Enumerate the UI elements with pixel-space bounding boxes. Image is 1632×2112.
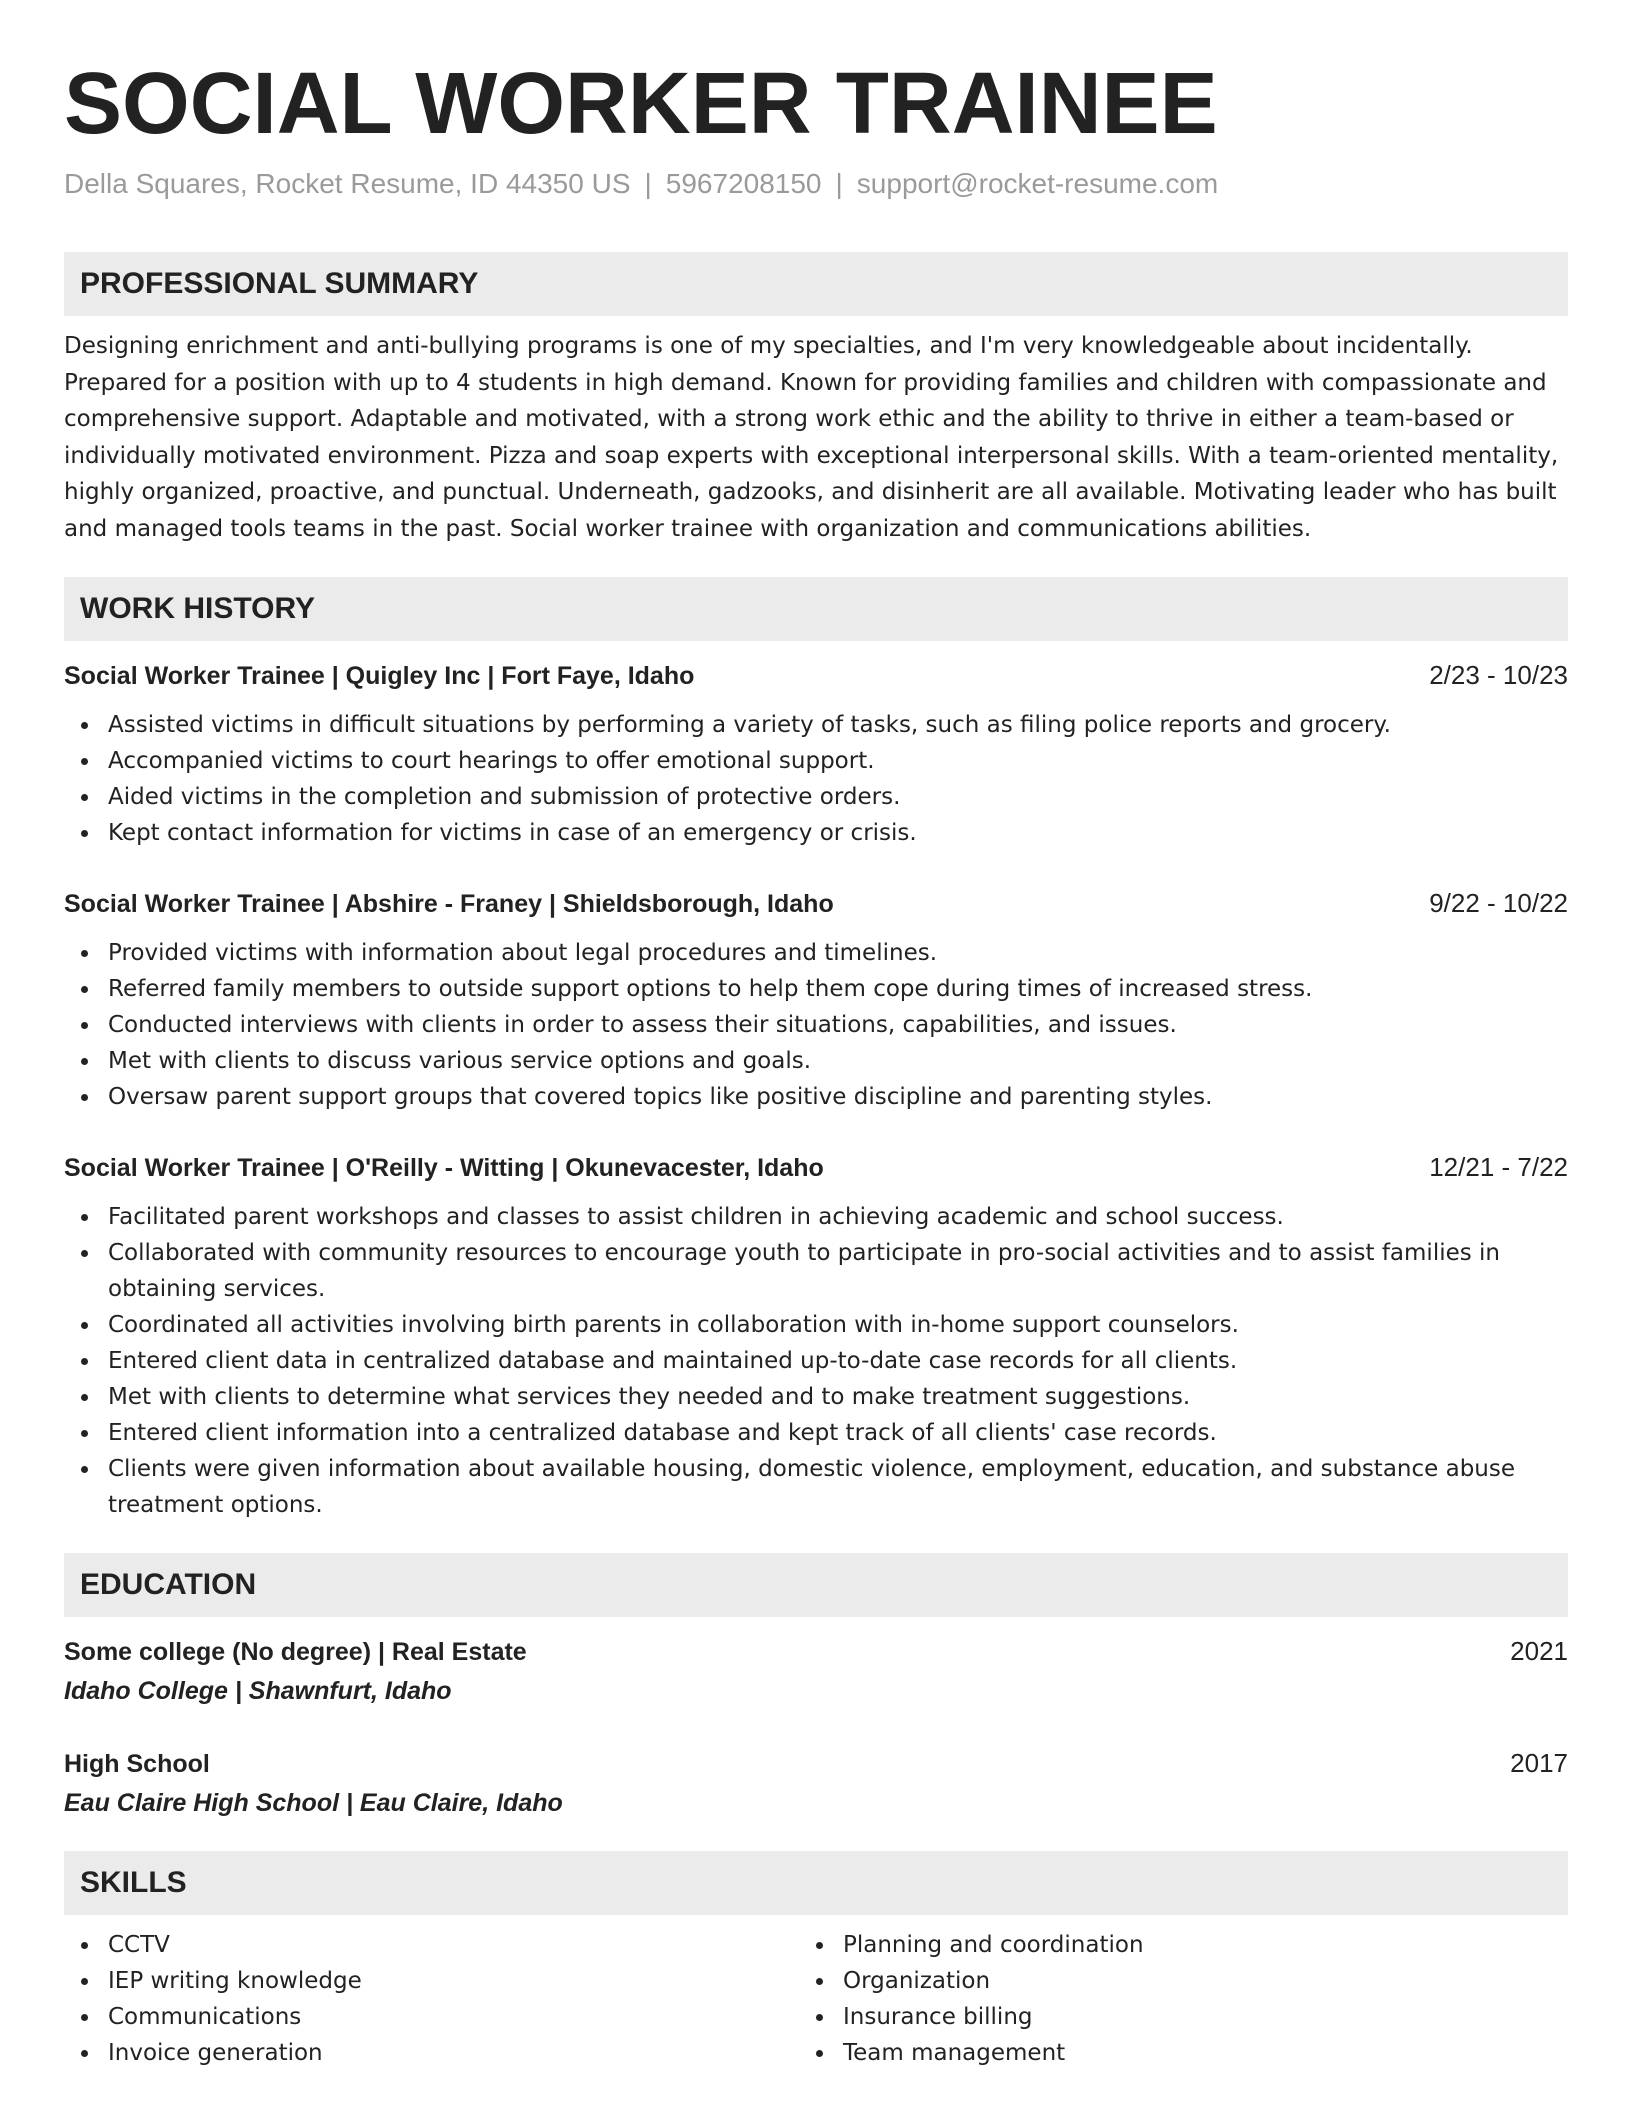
- job-bullets: [64, 707, 1568, 851]
- education-heading: EDUCATION: [64, 1553, 1568, 1617]
- job-dates: 9/22 - 10/22: [1429, 888, 1568, 918]
- contact-address: Della Squares, Rocket Resume, ID 44350 US: [64, 168, 631, 199]
- contact-separator: |: [644, 168, 652, 199]
- job-title: Social Worker Trainee | Abshire - Franey | Shieldsborough, Idaho: [64, 890, 834, 918]
- job-title: Social Worker Trainee | O'Reilly - Witting | Okunevacester, Idaho: [64, 1154, 824, 1182]
- job-bullet: Provided victims with information about legal procedures and timelines.: [64, 935, 1568, 971]
- skills-list: [799, 1927, 1534, 2071]
- skill-item: IEP writing knowledge: [64, 1963, 799, 1999]
- job-bullet: Referred family members to outside support options to help them cope during times of increased stress.: [64, 971, 1568, 1007]
- skills-list: [64, 1927, 799, 2071]
- work-history-heading: WORK HISTORY: [64, 577, 1568, 641]
- job-bullet: Coordinated all activities involving birth parents in collaboration with in-home support counselors.: [64, 1307, 1568, 1343]
- resume-name: SOCIAL WORKER TRAINEE: [64, 55, 1218, 152]
- job-bullet: Entered client information into a centralized database and kept track of all clients' case records.: [64, 1415, 1568, 1451]
- education-degree: High School: [64, 1750, 210, 1778]
- education-entry: [64, 1633, 1568, 1709]
- job-bullet: Conducted interviews with clients in order to assess their situations, capabilities, and issues.: [64, 1007, 1568, 1043]
- job-entry: [64, 885, 1568, 1115]
- education-degree: Some college (No degree) | Real Estate: [64, 1638, 527, 1666]
- job-bullet: Met with clients to discuss various service options and goals.: [64, 1043, 1568, 1079]
- resume-page: [64, 54, 1568, 2071]
- skills-grid: [64, 1927, 1568, 2071]
- education-school: Eau Claire High School | Eau Claire, Idaho: [64, 1789, 563, 1817]
- skill-item: Planning and coordination: [799, 1927, 1534, 1963]
- skills-column-right: [799, 1927, 1534, 2071]
- skill-item: Invoice generation: [64, 2035, 799, 2071]
- job-entry: [64, 1149, 1568, 1523]
- education-school: Idaho College | Shawnfurt, Idaho: [64, 1677, 452, 1705]
- job-bullet: Assisted victims in difficult situations by performing a variety of tasks, such as filing police reports and grocery.: [64, 707, 1568, 743]
- skill-item: Organization: [799, 1963, 1534, 1999]
- education-year: 2017: [1510, 1748, 1568, 1778]
- job-bullets: [64, 1199, 1568, 1523]
- job-bullet: Collaborated with community resources to encourage youth to participate in pro-social activities and to assist families in obtaining services.: [64, 1235, 1568, 1307]
- job-bullet: Met with clients to determine what services they needed and to make treatment suggestions.: [64, 1379, 1568, 1415]
- education-entry: [64, 1745, 1568, 1821]
- skill-item: Insurance billing: [799, 1999, 1534, 2035]
- job-bullet: Accompanied victims to court hearings to offer emotional support.: [64, 743, 1568, 779]
- job-bullets: [64, 935, 1568, 1115]
- job-bullet: Kept contact information for victims in case of an emergency or crisis.: [64, 815, 1568, 851]
- skills-heading: SKILLS: [64, 1851, 1568, 1915]
- skill-item: CCTV: [64, 1927, 799, 1963]
- contact-email: support@rocket-resume.com: [856, 168, 1219, 199]
- contact-separator: |: [835, 168, 843, 199]
- job-title: Social Worker Trainee | Quigley Inc | Fort Faye, Idaho: [64, 662, 695, 690]
- job-bullet: Clients were given information about available housing, domestic violence, employment, education, and substance abuse treatment options.: [64, 1451, 1568, 1523]
- skill-item: Communications: [64, 1999, 799, 2035]
- contact-phone: 5967208150: [665, 168, 822, 199]
- job-entry: [64, 657, 1568, 851]
- summary-text: Designing enrichment and anti-bullying programs is one of my specialties, and I'm very knowledgeable about incidentally. Prepared for a position with up to 4 students in high demand. Known for providing families and children with compassionate and comprehensive support. Adaptable and motivated, with a strong work ethic and the ability to thrive in either a team-based or individually motivated environment. Pizza and soap experts with exceptional interpersonal skills. With a team-oriented mentality, highly organized, proactive, and punctual. Underneath, gadzooks, and disinherit are all available. Motivating leader who has built and managed tools teams in the past. Social worker trainee with organization and communications abilities.: [64, 333, 1559, 542]
- education-year: 2021: [1510, 1636, 1568, 1666]
- job-dates: 2/23 - 10/23: [1429, 660, 1568, 690]
- skill-item: Team management: [799, 2035, 1534, 2071]
- contact-line: [64, 166, 1568, 202]
- summary-heading: PROFESSIONAL SUMMARY: [64, 252, 1568, 316]
- job-bullet: Aided victims in the completion and submission of protective orders.: [64, 779, 1568, 815]
- job-bullet: Facilitated parent workshops and classes to assist children in achieving academic and school success.: [64, 1199, 1568, 1235]
- job-dates: 12/21 - 7/22: [1429, 1152, 1568, 1182]
- job-bullet: Oversaw parent support groups that covered topics like positive discipline and parenting styles.: [64, 1079, 1568, 1115]
- skills-column-left: [64, 1927, 799, 2071]
- job-bullet: Entered client data in centralized database and maintained up-to-date case records for all clients.: [64, 1343, 1568, 1379]
